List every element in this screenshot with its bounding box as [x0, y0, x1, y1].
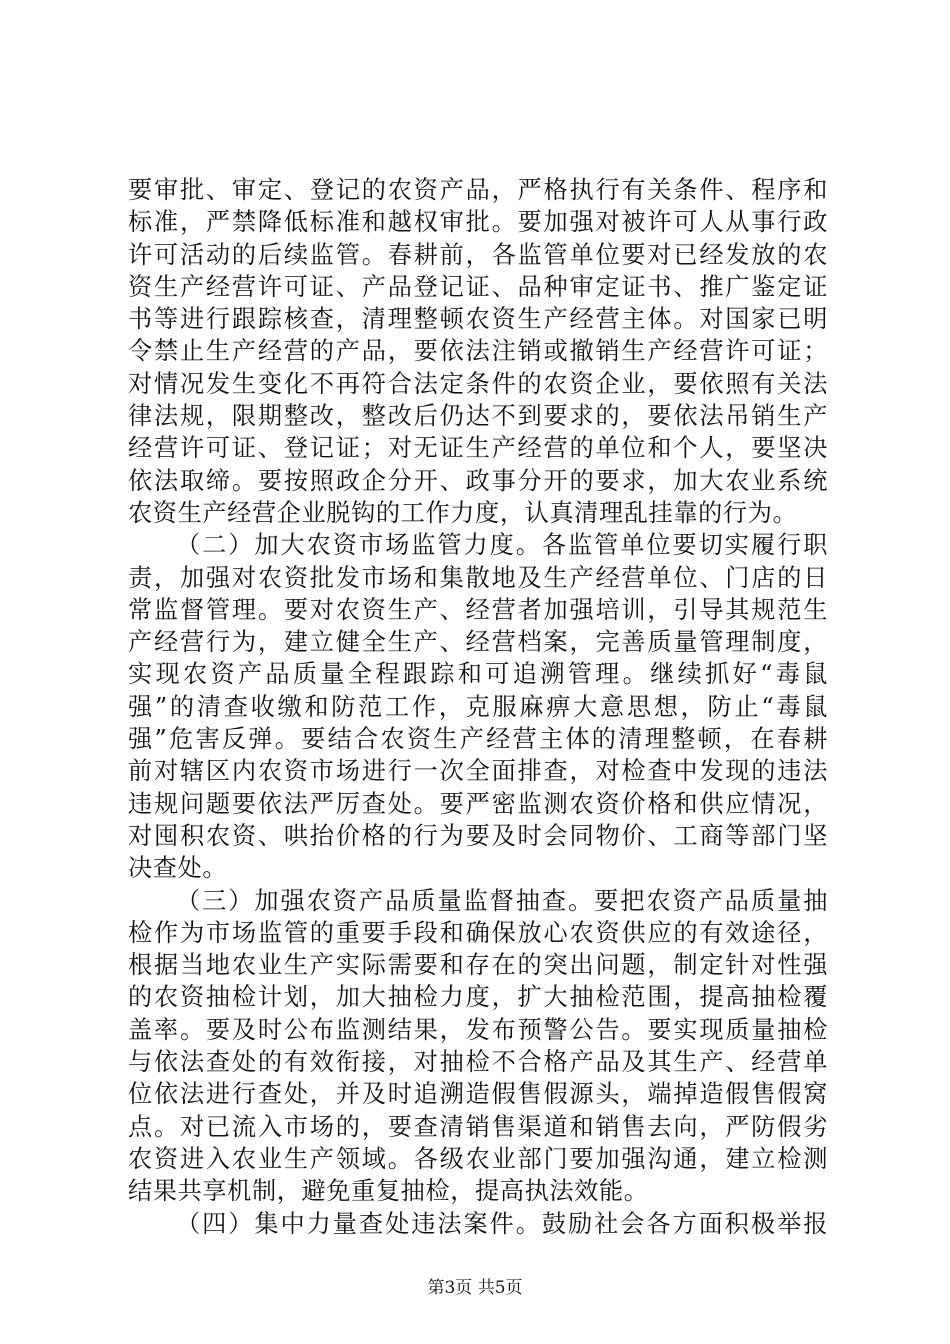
text-line: 对囤积农资、哄抬价格的行为要及时会同物价、工商等部门坚 [128, 821, 828, 850]
text-line: 根据当地农业生产实际需要和存在的突出问题，制定针对性强 [128, 951, 828, 980]
text-line: 盖率。要及时公布监测结果，发布预警公告。要实现质量抽检 [128, 1015, 828, 1044]
text-line: 对情况发生变化不再符合法定条件的农资企业，要依照有关法 [128, 369, 828, 398]
text-line: 点。对已流入市场的，要查清销售渠道和销售去向，严防假劣 [128, 1112, 828, 1141]
text-line: 农资生产经营企业脱钩的工作力度，认真清理乱挂靠的行为。 [128, 498, 798, 527]
text-line: 农资进入农业生产领域。各级农业部门要加强沟通，建立检测 [128, 1144, 828, 1173]
page-footer: 第3页 共5页 [427, 1278, 523, 1298]
text-line: 标准，严禁降低标准和越权审批。要加强对被许可人从事行政 [128, 208, 828, 237]
text-line: 常监督管理。要对农资生产、经营者加强培训，引导其规范生 [128, 595, 828, 624]
paragraph-first-line: （二）加大农资市场监管力度。各监管单位要切实履行职 [176, 531, 828, 560]
text-line: 令禁止生产经营的产品，要依法注销或撤销生产经营许可证； [128, 337, 828, 366]
text-line: 律法规，限期整改，整改后仍达不到要求的，要依法吊销生产 [128, 402, 828, 431]
text-line: 责，加强对农资批发市场和集散地及生产经营单位、门店的日 [128, 563, 828, 592]
text-line: 的农资抽检计划，加大抽检力度，扩大抽检范围，提高抽检覆 [128, 983, 828, 1012]
text-line: 强”危害反弹。要结合农资生产经营主体的清理整顿，在春耕 [128, 725, 828, 754]
text-line: 经营许可证、登记证；对无证生产经营的单位和个人，要坚决 [128, 434, 828, 463]
text-line: 位依法进行查处，并及时追溯造假售假源头，端掉造假售假窝 [128, 1080, 828, 1109]
paragraph-first-line: （三）加强农资产品质量监督抽查。要把农资产品质量抽 [176, 886, 828, 915]
text-line: 资生产经营许可证、产品登记证、品种审定证书、推广鉴定证 [128, 272, 828, 301]
text-line: 结果共享机制，避免重复抽检，提高执法效能。 [128, 1177, 649, 1206]
text-line: 产经营行为，建立健全生产、经营档案，完善质量管理制度， [128, 628, 828, 657]
text-line: 强”的清查收缴和防范工作，克服麻痹大意思想，防止“毒鼠 [128, 692, 828, 721]
text-line: 与依法查处的有效衔接，对抽检不合格产品及其生产、经营单 [128, 1048, 828, 1077]
body-text [128, 174, 828, 1240]
text-line: 要审批、审定、登记的农资产品，严格执行有关条件、程序和 [128, 176, 828, 204]
text-line: 许可活动的后续监管。春耕前，各监管单位要对已经发放的农 [128, 240, 828, 269]
text-line: 实现农资产品质量全程跟踪和可追溯管理。继续抓好“毒鼠 [128, 660, 828, 689]
text-line: 依法取缔。要按照政企分开、政事分开的要求，加大农业系统 [128, 466, 828, 495]
paragraph-first-line: （四）集中力量查处违法案件。鼓励社会各方面积极举报 [176, 1209, 828, 1238]
text-line: 违规问题要依法严厉查处。要严密监测农资价格和供应情况， [128, 789, 828, 818]
text-line: 决查处。 [128, 854, 228, 883]
text-line: 检作为市场监管的重要手段和确保放心农资供应的有效途径， [128, 918, 828, 947]
text-line: 前对辖区内农资市场进行一次全面排查，对检查中发现的违法 [128, 757, 828, 786]
text-line: 书等进行跟踪核查，清理整顿农资生产经营主体。对国家已明 [128, 305, 828, 334]
